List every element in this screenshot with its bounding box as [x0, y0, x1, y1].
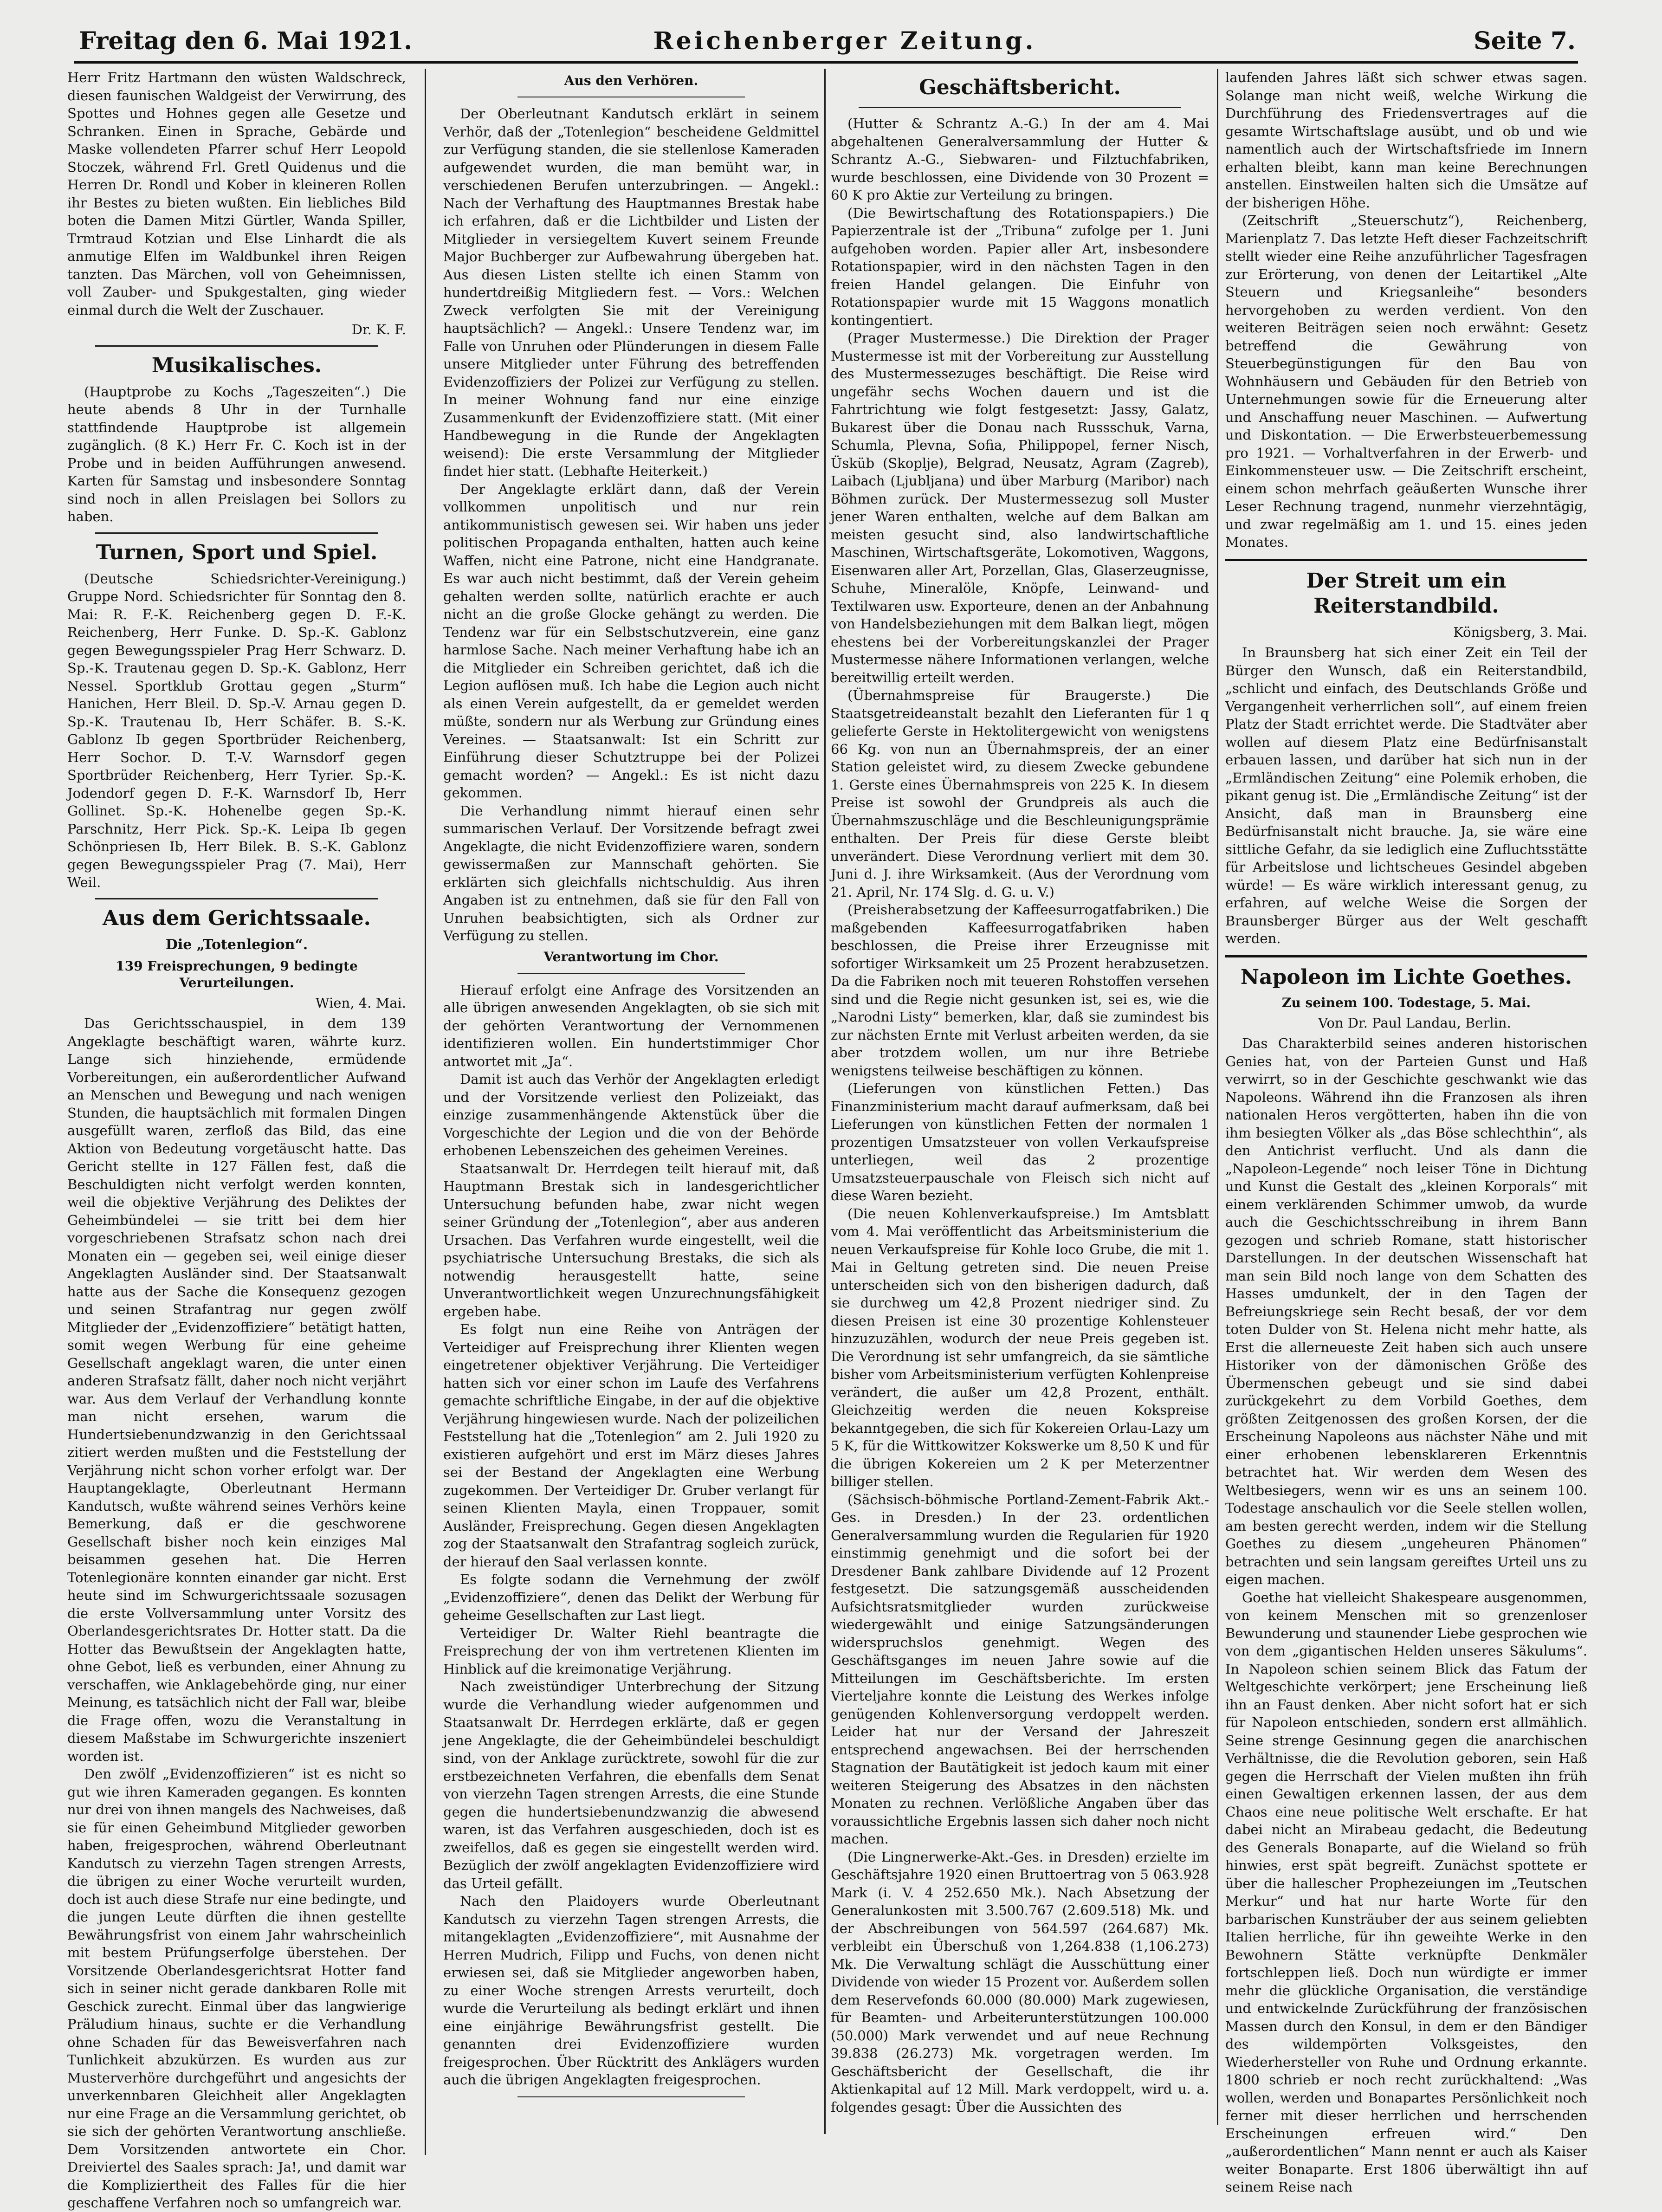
article-title-reiterstandbild: Der Streit um ein Reiterstandbild. [1306, 569, 1507, 618]
column-1 [67, 69, 406, 2211]
court-article-paragraph: Der Oberleutnant Kandutsch erklärt in seinem Verhör, daß der „Totenlegion“ bescheidene Geldmittel zur Verfügung standen, die sie stellenlose Kameraden aufgewendet wurden, die man bemüht war, in verschiedenen Berufen unterzubringen. — Angekl.: Nach der Verhaftung des Hauptmannes Brestak habe ich erfahren, daß er die Lichtbilder und Listen der Mitglieder in versiegeltem Kuvert seinem Freunde Major Buchberger zur Aufbewahrung übergeben hat. Aus diesen Listen stellte ich einen Stamm von hundertdreißig Mitgliedern fest. — Vors.: Welchen Zweck verfolgten Sie mit der Vereinigung hauptsächlich? — Angekl.: Unsere Tendenz war, im Falle von Unruhen oder Plünderungen in diesem Falle unsere Mitglieder unter Führung des betreffenden Evidenzoffiziers der Polizei zur Verfügung zu stellen. In meiner Wohnung fand nur eine einzige Zusammenkunft der Evidenzoffiziere statt. (Mit einer Handbewegung in die Runde der Angeklagten weisend): Die erste Versammlung der Mitglieder findet hier statt. (Lebhafte Heiterkeit.) [443, 106, 819, 479]
court-article-paragraph: Verteidiger Dr. Walter Riehl beantragte die Freisprechung der von ihm vertretenen Klienten im Hinblick auf die kreimonatige Verjährung. [443, 1625, 819, 1677]
column-rule [824, 69, 826, 2134]
section-heading-court: Aus dem Gerichtssaale. [102, 906, 371, 930]
reiterstandbild-article-text: In Braunsberg hat sich einer Zeit ein Teil der Bürger den Wunsch, daß ein Reiterstandbild, „schlicht und einfach, des Deutschlands Größe und Vergangenheit verherrlichen soll“, auf einem freien Platz der Stadt errichtet werde. Die Stadtväter aber wollen auf diesem Platz eine Bedürfnisanstalt erbauen lassen, und darüber hat sich nun in der „Ermländischen Zeitung“ eine Polemik erhoben, die pikant genug ist. Die „Ermländische Zeitung“ ist der Ansicht, daß man in Braunsberg eine Bedürfnisanstalt nicht brauche. Ja, sie wäre eine sittliche Gefahr, da sie lediglich eine Zufluchtsstätte für Arbeitslose und lichtscheues Gesindel abgeben würde! — Es wäre wirklich interessant genug, zu erfahren, auf welche Weise die Sorgen der Braunsberger Bürger aus der Welt geschafft werden. [1225, 645, 1587, 946]
music-article-text: (Hauptprobe zu Kochs „Tageszeiten“.) Die heute abends 8 Uhr in der Turnhalle stattfindende Hauptprobe ist allgemein zugänglich. (8 K.) Herr Fr. C. Koch ist in der Probe und in beiden Aufführungen anwesend. Karten für Samstag und insbesondere Sonntag sind noch in allen Preislagen bei Sollors zu haben. [67, 383, 406, 524]
separator [95, 898, 378, 899]
business-item: (Die neuen Kohlenverkaufspreise.) Im Amtsblatt vom 4. Mai veröffentlicht das Arbeitsministerium die neuen Verkaufspreise für Kohle loco Grube, die mit 1. Mai in Geltung getreten sind. Die neuen Preise unterscheiden sich von den bisherigen dadurch, daß sie durchweg um 42,8 Prozent niedriger sind. Zu diesen Preisen ist eine 30 prozentige Kohlensteuer hinzuzuzählen, wodurch der neue Preis gegeben ist. Die Verordnung ist sehr umfangreich, da sie sämtliche bisher vom Arbeitsministerium verfügten Kohlenpreise verändert, die außer um 42,8 Prozent, enthält. Gleichzeitig werden die neuen Kokspreise bekanntgegeben, die sich für Kokereien Orlau-Lazy um 5 K, für die Wittkowitzer Kokswerke um 8,50 K und für die übrigen Kokereien um 2 K per Meterzentner billiger stellen. [831, 1205, 1209, 1489]
column-rule [425, 69, 426, 2155]
article-dateline: Königsberg, 3. Mai. [1453, 624, 1587, 640]
court-article-paragraph: Staatsanwalt Dr. Herrdegen teilt hierauf mit, daß Hauptmann Brestak sich in landesgerichtlicher Untersuchung befunden habe, zwar nicht wegen seiner Gründung der „Totenlegion“, aber aus anderen Ursachen. Das Verfahren wurde eingestellt, weil die psychiatrische Untersuchung Brestaks, die sich als notwendig herausgestellt hatte, seine Unverantwortlichkeit wegen Unzurechnungsfähigkeit ergeben habe. [443, 1160, 819, 1319]
header-date: Freitag den 6. Mai 1921. [79, 27, 413, 55]
theater-review-text: Herr Fritz Hartmann den wüsten Waldschreck, diesen faunischen Waldgeist der Verwirrung, des Spottes und Hohnes gegen alle Gesetze und Schranken. Einen in Sprache, Gebärde und Maske vollendeten Pfarrer schuf Herr Leopold Stoczek, während Frl. Gretl Quidenus und die Herren Dr. Rondl und Kober in kleineren Rollen ihr Bestes zu bieten wußten. Ein liebliches Bild boten die Damen Mitzi Gürtler, Wanda Spiller, Trmtraud Kotzian und Else Linhardt die als anmutige Elfen im Waldbunkel ihren Reigen tanzten. Das Märchen, voll von Geheimnissen, voll Zauber- und Spukgestalten, ging wieder einmal durch die Welt der Zuschauer. [67, 70, 406, 318]
page-header [79, 23, 1576, 56]
business-item: (Lieferungen von künstlichen Fetten.) Das Finanzministerium macht darauf aufmerksam, daß bei Lieferungen von künstlichen Fetten der normalen 1 prozentigen Umsatzsteuer von vollen Verkaufspreise unterliegen, weil das 2 prozentige Umsatzsteuerpauschale von Fleisch sich nicht auf diese Waren bezieht. [831, 1080, 1209, 1203]
header-title: Reichenberger Zeitung. [653, 27, 1036, 55]
napoleon-article-paragraph: Das Charakterbild seines anderen historischen Genies hat, von der Parteien Gunst und Haß verwirrt, so in der Geschichte geschwankt wie das Napoleons. Während ihn die Franzosen als ihren nationalen Heros vergötterten, haben ihn die von ihm besiegten Völker als „das Böse schlechthin“, als den Antichrist verflucht. Und als dann die „Napoleon-Legende“ noch leiser Töne in Dichtung und Kunst die Gestalt des „kleinen Korporals“ mit einem verklärenden Schimmer umwob, da wurde auch die Geschichtsschreibung in ihrem Bann gezogen und schrieb Romane, statt historischer Darstellungen. In der deutschen Wissenschaft hat man sein Bild noch lange von dem Schatten des Hasses umdunkelt, der in den Tagen der Befreiungskriege sein Recht besaß, der vor dem toten Dulder von St. Helena nicht mehr hatte, als Erst die allerneueste Zeit haben sich auch unsere Historiker von der dämonischen Größe des Übermenschen gebeugt und sie sind dabei zurückgekehrt zu dem Vorbild Goethes, dem größten Zeitgenossen des großen Korsen, der die Erscheinung Napoleons aus nächster Nähe und mit einer erhobenen lebensklareren Erkenntnis betrachtet hat. Wir werden dem Wesen des Weltbesiegers, wenn wir es uns an seinem 100. Todestage anschaulich vor die Seele stellen wollen, am besten gerecht werden, indem wir die Stellung Goethes zu diesem „ungeheuren Phänomen“ betrachten und sein langsam gereiftes Urteil uns zu eigen machen. [1225, 1035, 1587, 1587]
business-item: (Hutter & Schrantz A.-G.) In der am 4. Mai abgehaltenen Generalversammlung der Hutter & Schrantz A.-G., Siebwaren- und Filztuchfabriken, wurde beschlossen, eine Dividende von 30 Prozent = 60 K pro Aktie zur Verteilung zu bringen. [831, 116, 1209, 203]
business-item: (Übernahmspreise für Braugerste.) Die Staatsgetreideanstalt bezahlt den Lieferanten für 1 q gelieferte Gerste in Hektolitergewicht von wenigstens 66 Kg. von nun an Übernahmspreis, der an einer Station geleistet wird, zu diesem Zwecke gebundene 1. Gerste eines Übernahmspreis von 225 K. In diesem Preise ist sowohl der Grundpreis als auch die Übernahmszuschläge und die Beschleunigungsprämie enthalten. Der Preis für diese Gerste bleibt unverändert. Diese Verordnung verliert mit dem 30. Juni d. J. ihre Wirksamkeit. (Aus der Verordnung vom 21. April, Nr. 174 Slg. d. G. u. V.) [831, 687, 1209, 900]
separator [859, 107, 1181, 108]
court-article-paragraph: Es folgte sodann die Vernehmung der zwölf „Evidenzoffiziere“, denen das Delikt der Werbung für geheime Gesellschaften zur Last liegt. [443, 1572, 819, 1623]
column-2 [443, 69, 819, 2129]
article-title-totenlegion: Die „Totenlegion“. [165, 936, 308, 953]
header-page-number: Seite 7. [1474, 27, 1576, 55]
court-article-paragraph: Die Verhandlung nimmt hierauf einen sehr summarischen Verlauf. Der Vorsitzende befragt zwei Angeklagte, die nicht Evidenzoffiziere waren, sondern gewissermaßen zur Mannschaft gehörten. Sie erklärten sich gleichfalls nichtschuldig. Aus ihren Angaben ist zu entnehmen, daß sie für den Fall von Unruhen beabsichtigten, sich als Ordner zur Verfügung zu stellen. [443, 802, 819, 944]
subheading-chor: Verantwortung im Chor. [543, 949, 719, 964]
court-article-paragraph: Hierauf erfolgt eine Anfrage des Vorsitzenden an alle übrigen anwesenden Angeklagten, ob sie sich mit der gehörten Verantwortung der Vernommenen identifizieren wollen. Ein hundertstimmiger Chor antwortet mit „Ja“. [443, 982, 819, 1069]
sport-article-text: (Deutsche Schiedsrichter-Vereinigung.) Gruppe Nord. Schiedsrichter für Sonntag den 8. Mai: R. F.-K. Reichenberg gegen D. F.-K. Reichenberg, Herr Funke. D. Sp.-K. Gablonz gegen Bewegungsspieler Prag Herr Schwarz. D. Sp.-K. Trautenau gegen D. Sp.-K. Gablonz, Herr Nessel. Sportklub Grottau gegen „Sturm“ Hanichen, Herr Bleil. D. Sp.-V. Arnau gegen D. Sp.-K. Trautenau Ib, Herr Schäfer. B. S.-K. Gablonz Ib gegen Sportbrüder Reichenberg, Herr Sochor. D. T.-V. Warnsdorf gegen Sportbrüder Reichenberg, Herr Tyrier. Sp.-K. Jodendorf gegen D. F.-K. Warnsdorf Ib, Herr Gollinet. Sp.-K. Hohenelbe gegen Sp.-K. Parschnitz, Herr Pick. Sp.-K. Leipa Ib gegen Schönpriesen Ib, Herr Bilek. B. S.-K. Gablonz gegen Bewegungsspieler Prag (7. Mai), Herr Weil. [67, 570, 406, 890]
court-article-paragraph: Es folgt nun eine Reihe von Anträgen der Verteidiger auf Freisprechung ihrer Klienten wegen eingetretener objektiver Verjährung. Die Verteidiger hatten sich vor einer schon im Laufe des Verfahrens gemachte schriftliche Eingabe, in der auf die objektive Verjährung hingewiesen wurde. Nach der polizeilichen Feststellung hat die „Totenlegion“ am 2. Juli 1920 zu existieren aufgehört und erst im März dieses Jahres sei der Bestand der Angeklagten eine Werbung zugekommen. Der Verteidiger Dr. Gruber verlangt für seinen Klienten Mayla, einen Troppauer, somit Ausländer, Freisprechung. Gegen diesen Angeklagten zog der Staatsanwalt den Strafantrag sogleich zurück, der hierauf den Saal verlassen konnte. [443, 1321, 819, 1570]
article-subtitle-napoleon: Zu seinem 100. Todestage, 5. Mai. [1281, 995, 1531, 1010]
theater-review-signature: Dr. K. F. [351, 322, 406, 337]
article-byline: Von Dr. Paul Landau, Berlin. [1318, 1015, 1511, 1031]
court-article-paragraph: Das Gerichtsschauspiel, in dem 139 Angeklagte beschäftigt waren, währte kurz. Lange sich hinziehende, ermüdende Vorbereitungen, ein außerordentlicher Aufwand an Menschen und Bewegung und nach wenigen Stunden, die hauptsächlich mit formalen Dingen ausgefüllt waren, zerfloß das Bild, das eine Aktion von Bedeutung vorgetäuscht hatte. Das Gericht stellte in 127 Fällen fest, daß die Beschuldigten nicht verfolgt werden konnten, weil die objektive Verjährung des Deliktes der Geheimbündelei — sie tritt bei dem hier vorgeschriebenen Strafsatz schon nach drei Monaten ein — gegeben sei, weil einige dieser Angeklagten Ausländer sind. Der Staatsanwalt hatte aus der Sache die Konsequenz gezogen und seinen Strafantrag nur gegen zwölf Mitglieder der „Evidenzoffiziere“ betätigt hatten, somit wegen Werbung für eine geheime Gesellschaft angeklagt waren, die unter einen anderen Strafsatz fällt, daher noch nicht verjährt war. Aus dem Verlauf der Verhandlung konnte man nicht ersehen, warum die Hundertsiebenundzwanzig in den Gerichtssaal zitiert werden mußten und die Feststellung der Verjährung nicht schon vorher erfolgt war. Der Hauptangeklagte, Oberleutnant Hermann Kandutsch, wußte während seines Verhörs keine Bemerkung, daß er die geschworene Gesellschaft bisher noch kein einziges Mal beisammen gesehen hat. Die Herren Totenlegionäre konnten einander gar nicht. Erst heute sind im Schwurgerichtssaale sozusagen die erste Vollversammlung unter Vorsitz des Oberlandesgerichtsrates Dr. Hotter statt. Da die Hotter das Bewußtsein der Angeklagten hatte, ohne Gebot, ließ es verbunden, einer Ahnung zu verschaffen, wie Anklagebehörde ging, nur einer Meinung, es tatsächlich nicht der Fall war, bleibe die Frage offen, wozu die Veranstaltung in diesem Maßstabe im Schwurgerichte inszeniert worden ist. [67, 1015, 406, 1764]
article-title-napoleon: Napoleon im Lichte Goethes. [1240, 965, 1572, 989]
article-dateline: Wien, 4. Mai. [315, 995, 406, 1011]
business-item: (Sächsisch-böhmische Portland-Zement-Fabrik Akt.-Ges. in Dresden.) In der 23. ordentlichen Generalversammlung wurden die Regularien für 1920 einstimmig genehmigt und die sofort bei der Dresdener Bank zahlbare Dividende auf 12 Prozent festgesetzt. Die satzungsgemäß ausscheidenden Aufsichtsratsmitglieder wurden zurückweise wiedergewählt und einige Satzungsänderungen widerspruchslos genehmigt. Wegen des Geschäftsganges im neuen Jahre sowie auf die Mitteilungen im Geschäftsberichte. Im ersten Vierteljahre konnte die Leistung des Werkes infolge genügenden Kohlenversorgung verdoppelt werden. Leider hat nur der Versand der Jahreszeit entsprechend angewachsen. Bei der herrschenden Stagnation der Bautätigkeit ist jedoch kaum mit einer weiteren Steigerung des Absatzes in den nächsten Monaten zu rechnen. Verlößliche Angaben über das voraussichtliche Ergebnis lassen sich daher noch nicht machen. [831, 1491, 1209, 1847]
separator [95, 532, 378, 534]
separator [1225, 559, 1587, 561]
separator [1225, 955, 1587, 957]
business-item: (Preisherabsetzung der Kaffeesurrogatfabriken.) Die maßgebenden Kaffeesurrogatfabriken haben beschlossen, die Preise ihrer Erzeugnisse mit sofortiger Wirksamkeit um 25 Prozent herabzusetzen. Da die Fabriken noch mit teueren Rohstoffen versehen sind und die Regie nicht gesunken ist, sei es, wie die „Narodni Listy“ bemerken, klar, daß sie zumindest bis zur nächsten Ernte mit Verlust arbeiten werden, da sie aber trotzdem wollen, um nur ihre Betriebe wenigstens teilweise beschäftigen zu können. [831, 902, 1209, 1079]
column-rule [1217, 69, 1218, 2125]
court-article-paragraph: Nach zweistündiger Unterbrechung der Sitzung wurde die Verhandlung wieder aufgenommen und Staatsanwalt Dr. Herrdegen erklärte, daß er gegen jene Angeklagte, die der Geheimbündelei beschuldigt sind, von der Anklage zurücktrete, sowohl für die zur erstbezeichneten Verfahren, die ebenfalls dem Senat von vierzehn Tagen strengen Arrests, die eine Stunde gegen die hundertsiebenundzwanzig die abwesend waren, ist das Verfahren ausgeschieden, doch ist es zweifellos, daß es gegen sie eingestellt werden wird. Bezüglich der zwölf angeklagten Evidenzoffiziere wird das Urteil gefällt. [443, 1679, 819, 1891]
business-item: (Die Lingnerwerke-Akt.-Ges. in Dresden) erzielte im Geschäftsjahre 1920 einen Bruttoertrag von 5 063.928 Mark (i. V. 4 252.650 Mk.). Nach Absetzung der Generalunkosten mit 3.500.767 (2.609.518) Mk. und der Abschreibungen von 564.597 (264.687) Mk. verbleibt ein Überschuß von 1,264.838 (1,106.273) Mk. Die Verwaltung schlägt die Ausschüttung einer Dividende von wieder 15 Prozent vor. Außerdem sollen dem Reservefonds 60.000 (80.000) Mark zugewiesen, für Beamten- und Arbeiterunterstützungen 100.000 (50.000) Mark verwendet und auf neue Rechnung 39.838 (26.273) Mk. vorgetragen werden. Im Geschäftsbericht der Gesellschaft, die ihr Aktienkapital auf 12 Mill. Mark verdoppelt, wird u. a. folgendes gesagt: Über die Aussichten des [831, 1849, 1209, 2115]
business-item: (Prager Mustermesse.) Die Direktion der Prager Mustermesse ist mit der Vorbereitung zur Ausstellung des Mustermessezuges beschäftigt. Die Reise wird ungefähr sechs Wochen dauern und ist die Fahrtrichtung wie folgt festgesetzt: Jassy, Galatz, Bukarest über die Donau nach Russschuk, Varna, Schumla, Plevna, Sofia, Philippopel, ferner Nisch, Üsküb (Skoplje), Belgrad, Neusatz, Agram (Zagreb), Laibach (Ljubljana) und über Marburg (Maribor) nach Böhmen zurück. Der Mustermessezug soll Muster jener Waren enthalten, welche auf dem Balkan am meisten gesucht sind, also landwirtschaftliche Maschinen, Wirtschaftsgeräte, Lokomotiven, Waggons, Eisenwaren aller Art, Porzellan, Glas, Glaserzeugnisse, Schuhe, Mineralöle, Knöpfe, Leinwand- und Textilwaren usw. Exporteure, denen an der Anbahnung von Handelsbeziehungen mit dem Balkan liegt, mögen ehestens bei der Vorbereitungskanzlei der Prager Mustermesse nähere Informationen verlangen, welche bereitwillig erteilt werden. [831, 330, 1209, 686]
column-3 [831, 69, 1209, 2115]
business-item-continued: laufenden Jahres läßt sich schwer etwas sagen. Solange man nicht weiß, welche Wirkung die Durchführung des Friedensvertrages auf die gesamte Wirtschaftslage ausübt, und ob und wie namentlich auch der Wirtschaftsfriede im Innern erhalten bleibt, kann man keine Berechnungen anstellen. Einstweilen halten sich die Umsätze auf der bisherigen Höhe. [1225, 70, 1587, 211]
court-article-paragraph: Der Angeklagte erklärt dann, daß der Verein vollkommen unpolitisch und nur rein antikommunistisch gewesen sei. Wir haben uns jeder politischen Propaganda enthalten, hatten auch keine Waffen, nicht eine Patrone, nicht eine Handgranate. Es war auch nicht bestimmt, daß der Verein geheim gehalten werden sollte, natürlich erachte er auch nicht an die große Glocke gehängt zu werden. Die Tendenz war für ein Selbstschutzverein, eine ganz harmlose Sache. Nach meiner Verhaftung habe ich an die Mitglieder ein Schreiben gerichtet, daß ich die Legion auflösen muß. Ich habe die Legion auch nicht als einen Verein aufgestellt, da er gemeldet werden müßte, sondern nur als Werbung zur Gründung eines Vereines. — Staatsanwalt: Ist ein Schritt zur Einführung dieser Schutztruppe bei der Polizei gemacht worden? — Angekl.: Es ist nicht dazu gekommen. [443, 481, 819, 801]
separator [517, 973, 745, 974]
separator [95, 345, 378, 347]
column-4 [1225, 69, 1587, 2195]
header-rule [74, 61, 1578, 64]
section-heading-music: Musikalisches. [151, 353, 322, 377]
section-heading-business: Geschäftsbericht. [919, 76, 1121, 99]
court-article-paragraph: Nach den Plaidoyers wurde Oberleutnant Kandutsch zu vierzehn Tagen strengen Arrests, die mitangeklagten „Evidenzoffiziere“, mit Ausnahme der Herren Mudrich, Filipp und Fuchs, von denen nicht erwiesen sei, daß sie Mitglieder angeworben haben, zu einer Woche strengen Arrests verurteilt, doch wurde die Verurteilung als bedingt erklärt und ihnen eine einjährige Bewährungsfrist gestellt. Die genannten drei Evidenzoffiziere wurden freigesprochen. Über Rücktritt des Anklägers wurden auch die übrigen Angeklagten freigesprochen. [443, 1893, 819, 2088]
end-rule [517, 2096, 745, 2097]
business-item: (Die Bewirtschaftung des Rotationspapiers.) Die Papierzentrale ist der „Tribuna“ zufolge per 1. Juni aufgehoben worden. Papier aller Art, insbesondere Rotationspapier, wird in den nächsten Tagen in den freien Handel gelangen. Die Einfuhr von Rotationspapier wurde mit 15 Waggons monatlich kontingentiert. [831, 205, 1209, 328]
subheading-verhoere: Aus den Verhören. [564, 73, 698, 88]
napoleon-article-paragraph: Goethe hat vielleicht Shakespeare ausgenommen, von keinem Menschen mit so grenzenloser Bewunderung und staunender Liebe gesprochen wie von dem „gigantischen Helden unseres Säkulums“. In Napoleon schien seinem Blick das Fatum der Weltgeschichte verkörpert; jene Erscheinung ließ ihn an Faust denken. Aber nicht sofort hat er sich für Napoleon entschieden, sondern erst allmählich. Seine strenge Gesinnung gegen die anarchischen Verhältnisse, die die Revolution geboren, sein Haß gegen die Herrschaft der Vielen mußten ihn früh einen Gewaltigen erkennen lassen, der aus dem Chaos eine neue politische Welt erschafte. Er hat dabei nicht an Mirabeau gedacht, die Bedeutung des Generals Bonaparte, auf die Wieland so früh hinwies, erst spät begreift. Zunächst spottete er über die hallescher Prophezeiungen im „Teutschen Merkur“ und hat nur harte Worte für den barbarischen Kunsträuber der aus seinem geliebten Italien herrliche, für ihn geweihte Werke in den Bewohnern Stätte verknüpfte Denkmäler fortschleppen ließ. Doch nun würdigte er immer mehr die glückliche Organisation, die verständige und entwickelnde Zurückführung der französischen Massen durch den Konsul, in dem er den Bändiger des wildempörten Volksgeistes, den Wiederhersteller von Ruhe und Ordnung erkannte. 1800 schrieb er noch recht zurückhaltend: „Was wollen, werden und Bonapartes Persönlichkeit noch ferner mit dieser herrlichen und herrschenden Erscheinungen erfreuen wird.“ Den „außerordentlichen“ Mann nennt er auch als Kaiser weiter Bonaparte. Erst 1806 überwältigt ihn auf seinem Reise nach [1225, 1589, 1587, 2195]
court-article-paragraph: Den zwölf „Evidenzoffizieren“ ist es nicht so gut wie ihren Kameraden gegangen. Es konnten nur drei von ihnen mangels des Nachweises, daß sie für einen Geheimbund Mitglieder geworben haben, freigesprochen, während Oberleutnant Kandutsch zu vierzehn Tagen strengen Arrests, die übrigen zu einer Woche verurteilt wurden, doch ist auch diese Strafe nur eine bedingte, und die jungen Leute dürften die ihnen gestellte Bewährungsfrist von einem Jahr wahrscheinlich mit bestem Prüfungserfolge überstehen. Der Vorsitzende Oberlandesgerichtsrat Hotter fand sich in seiner nicht gerade dankbaren Rolle mit Geschick zurecht. Einmal über das langwierige Präludium hinaus, suchte er die Verhandlung ohne Schaden für das Beweisverfahren nach Tunlichkeit abzukürzen. Es wurden aus zur Musterverhöre durchgeführt und angesichts der unverkennbaren Gleichheit aller Angeklagten nur eine Frage an die Versammlung gerichtet, ob sie sich der gehörten Verantwortung anschließe. Dem Vorsitzenden antwortete ein Chor. Dreiviertel des Saales sprach: Ja!, und damit war die Kompliziertheit des Falles für die hier geschaffene Verfahren noch so umfangreich war. [67, 1766, 406, 2211]
court-article-paragraph: Damit ist auch das Verhör der Angeklagten erledigt und der Vorsitzende verliest den Polizeiakt, das einzige zusammenhängende Aktenstück über die Vorgeschichte der Legion und die von der Behörde erhobenen Lebenszeichen des geheimen Vereines. [443, 1071, 819, 1158]
article-subtitle-totenlegion: 139 Freisprechungen, 9 bedingte Verurteilungen. [116, 958, 358, 990]
section-heading-sport: Turnen, Sport und Spiel. [96, 540, 378, 564]
business-item: (Zeitschrift „Steuerschutz“), Reichenberg, Marienplatz 7. Das letzte Heft dieser Fachzeitschrift stellt wieder eine Reihe anzuführlicher Tagesfragen zur Erörterung, von denen der Leitartikel „Alte Steuern und Kriegsanleihe“ besonders hervorgehoben zu werden verdient. Von den weiteren Beiträgen seien noch erwähnt: Gesetz betreffend die Gewährung von Steuerbegünstigungen für den Bau von Wohnhäusern und Gebäuden für den Betrieb von Unternehmungen sowie für die Erneuerung alter und Anschaffung neuer Maschinen. — Aufwertung und Diskontation. — Die Erwerbsteuerbemessung pro 1921. — Vorhaltverfahren in der Erwerb- und Einkommensteuer usw. — Die Zeitschrift erscheint, einem schon mehrfach geäußerten Wunsche ihrer Leser Rechnung tragend, nunmehr vierzehntägig, und zwar regelmäßig am 1. und 15. eines jeden Monates. [1225, 213, 1587, 550]
